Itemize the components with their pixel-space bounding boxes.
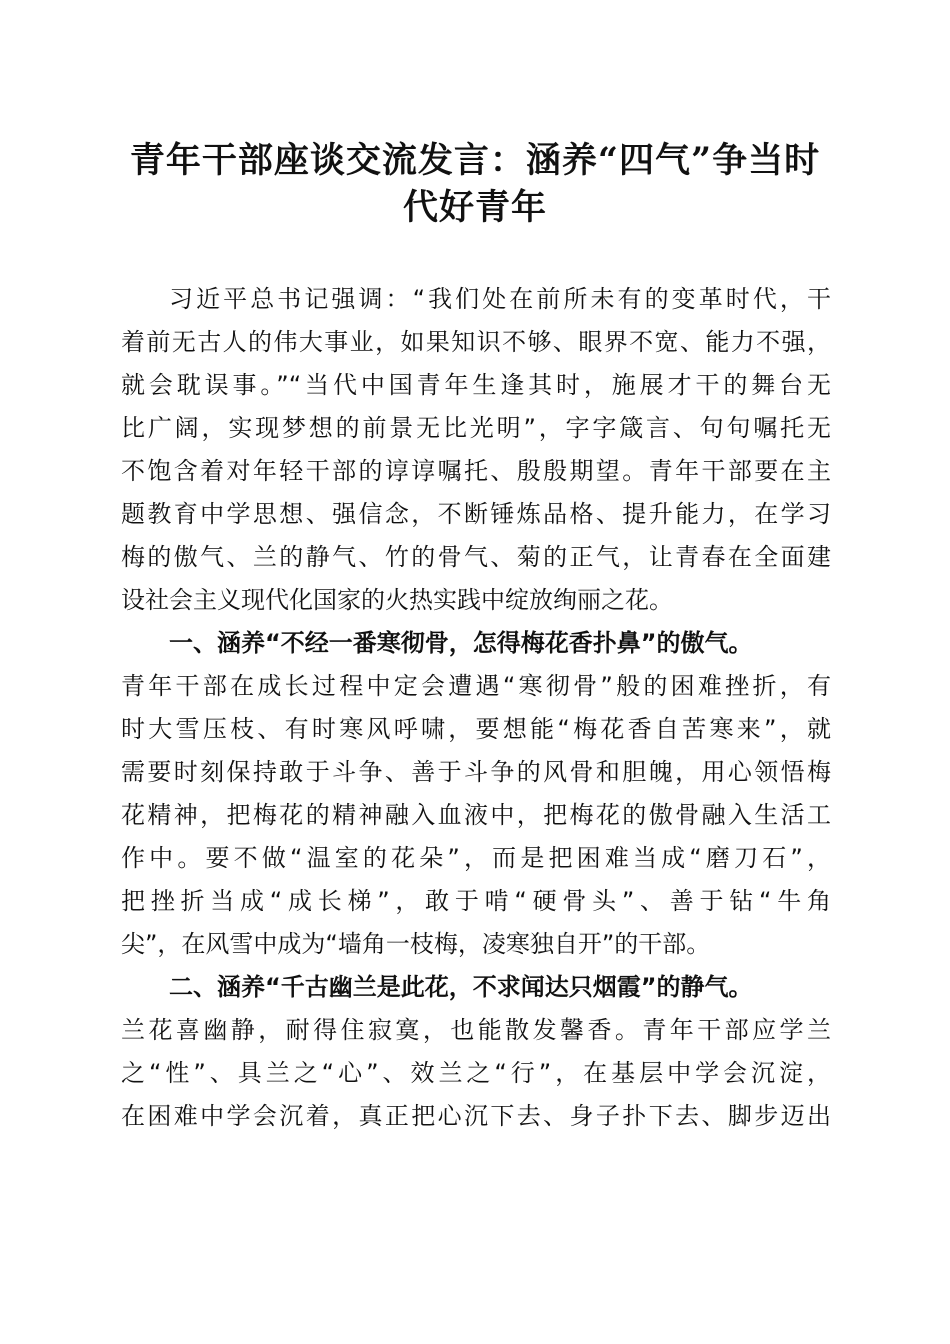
section-1-line: 青年干部在成长过程中定会遭遇“寒彻骨”般的困难挫折，有 [121, 672, 831, 700]
intro-line: 不饱含着对年轻干部的谆谆嘱托、殷殷期望。青年干部要在主 [121, 457, 831, 485]
intro-line: 比广阔，实现梦想的前景无比光明”，字字箴言、句句嘱托无 [121, 414, 831, 442]
document-title-line-2: 代好青年 [402, 187, 547, 228]
section-2-line: 之“性”、具兰之“心”、效兰之“行”，在基层中学会沉淀， [121, 1059, 831, 1087]
section-1-heading: 一、涵养“不经一番寒彻骨，怎得梅花香扑鼻”的傲气。 [169, 629, 753, 657]
intro-line: 梅的傲气、兰的静气、竹的骨气、菊的正气，让青春在全面建 [121, 543, 831, 571]
section-1-line: 时大雪压枝、有时寒风呼啸，要想能“梅花香自苦寒来”，就 [121, 715, 831, 743]
intro-line: 设社会主义现代化国家的火热实践中绽放绚丽之花。 [121, 586, 673, 614]
section-2-line: 兰花喜幽静，耐得住寂寞，也能散发馨香。青年干部应学兰 [121, 1016, 831, 1044]
section-2-heading: 二、涵养“千古幽兰是此花，不求闻达只烟霞”的静气。 [169, 973, 753, 1001]
section-1-line: 作中。要不做“温室的花朵”，而是把困难当成“磨刀石”， [121, 844, 831, 872]
document-title-line-1: 青年干部座谈交流发言：涵养“四气”争当时 [129, 140, 821, 181]
section-1-line: 花精神，把梅花的精神融入血液中，把梅花的傲骨融入生活工 [121, 801, 831, 829]
intro-line: 就会耽误事。”“当代中国青年生逢其时，施展才干的舞台无 [121, 371, 831, 399]
intro-line: 着前无古人的伟大事业，如果知识不够、眼界不宽、能力不强， [121, 328, 831, 356]
section-2-line: 在困难中学会沉着，真正把心沉下去、身子扑下去、脚步迈出 [121, 1102, 831, 1130]
intro-line: 习近平总书记强调：“我们处在前所未有的变革时代，干 [169, 285, 831, 313]
intro-line: 题教育中学思想、强信念，不断锤炼品格、提升能力，在学习 [121, 500, 831, 528]
section-1-line: 需要时刻保持敢于斗争、善于斗争的风骨和胆魄，用心领悟梅 [121, 758, 831, 786]
section-1-line: 尖”，在风雪中成为“墙角一枝梅，凌寒独自开”的干部。 [121, 930, 711, 958]
section-1-line: 把挫折当成“成长梯”，敢于啃“硬骨头”、善于钻“牛角 [121, 887, 831, 915]
